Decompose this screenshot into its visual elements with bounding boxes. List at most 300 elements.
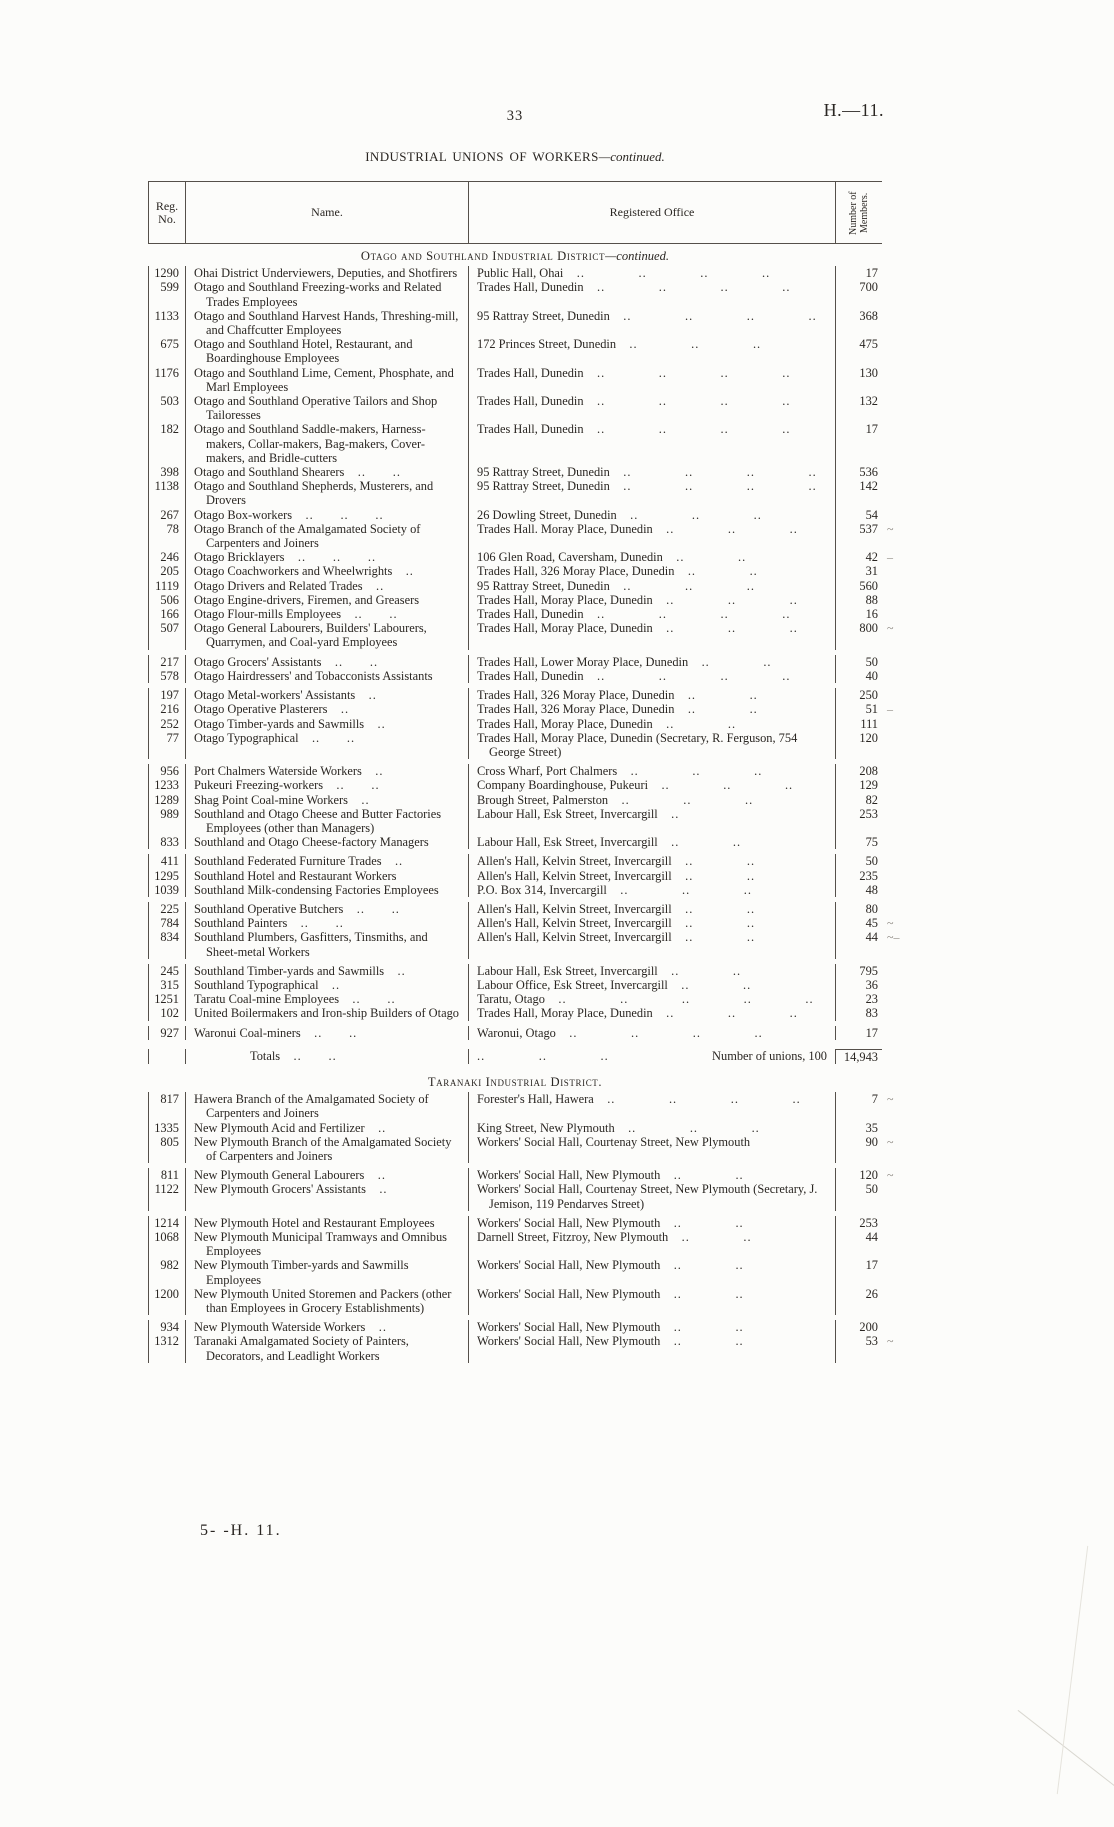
doc-reference: H.—11.: [823, 100, 884, 120]
union-name: Otago and Southland Operative Tailors and Shop Tailoresses: [186, 394, 469, 422]
reg-no: 1200: [148, 1287, 186, 1315]
registered-office: 172 Princes Street, Dunedin .. .. ..: [469, 337, 836, 365]
registered-office: 95 Rattray Street, Dunedin .. .. .. ..: [469, 479, 836, 507]
members-count: 142: [859, 479, 878, 494]
registered-office: Workers' Social Hall, New Plymouth .. ..: [469, 1168, 836, 1182]
table-row: [148, 1258, 882, 1286]
members-count: 208: [859, 764, 878, 779]
members-count: 17: [865, 422, 878, 437]
members-count: 26: [865, 1286, 878, 1301]
members-count: 700: [859, 280, 878, 295]
members-count: 795: [859, 963, 878, 978]
col-header-office: Registered Office: [469, 182, 836, 243]
leader-dots: .. ..: [343, 901, 400, 916]
union-name: Taratu Coal-mine Employees .. ..: [186, 992, 469, 1006]
leader-dots: .. ..: [671, 868, 756, 883]
table-row: [148, 508, 882, 522]
leader-dots: ..: [364, 1168, 386, 1183]
leader-dots: .. .. .. ..: [609, 465, 817, 480]
union-name: New Plymouth Timber-yards and Sawmills Employees: [186, 1258, 469, 1286]
leader-dots: .. .. .. ..: [583, 422, 791, 437]
table-row: [148, 1134, 894, 1163]
union-name: Otago General Labourers, Builders' Labourers, Quarrymen, and Coal-yard Employees: [186, 621, 469, 649]
totals-office: [469, 1049, 836, 1064]
leader-dots: .. ..: [671, 930, 756, 945]
leader-dots: .. .. ..: [616, 337, 762, 352]
reg-no: 506: [148, 593, 186, 607]
members-count: 31: [865, 564, 878, 579]
reg-no: 1214: [148, 1216, 186, 1230]
members-count: 368: [859, 308, 878, 323]
section-heading-text: Taranaki Industrial District.: [427, 1074, 603, 1089]
col-header-members-label: Number of Members.: [848, 190, 870, 235]
union-name: Otago Operative Plasterers ..: [186, 702, 469, 716]
registered-office: Trades Hall, Dunedin .. .. .. ..: [469, 280, 836, 308]
reg-no: 833: [148, 835, 186, 849]
leader-dots: .. .. ..: [608, 792, 754, 807]
leader-dots: .. .. ..: [652, 1006, 798, 1021]
reg-no: 216: [148, 702, 186, 716]
reg-no: 245: [148, 964, 186, 978]
union-name: Otago Box-workers .. .. ..: [186, 508, 469, 522]
union-name: New Plymouth Waterside Workers ..: [186, 1320, 469, 1334]
registered-office: Trades Hall, Dunedin .. .. .. ..: [469, 669, 836, 683]
margin-mark: ~: [887, 1092, 894, 1107]
page-title-suffix: —continued.: [598, 149, 665, 164]
table-row: [148, 564, 882, 578]
union-name: United Boilermakers and Iron-ship Builders of Otago: [186, 1006, 469, 1020]
table-row: [148, 717, 882, 731]
registered-office: Trades Hall, 326 Moray Place, Dunedin .. ..: [469, 702, 836, 716]
leader-dots: ..: [364, 716, 386, 731]
table-row: [148, 759, 882, 778]
leader-dots: .. ..: [688, 654, 772, 669]
totals-row: [148, 1040, 882, 1070]
page-edge-shadow: [1057, 1546, 1088, 1794]
registered-office: Labour Hall, Esk Street, Invercargill ..: [469, 807, 836, 835]
union-name: Southland Plumbers, Gasfitters, Tinsmiths, and Sheet-metal Workers: [186, 930, 469, 958]
union-name: Otago Engine-drivers, Firemen, and Greasers: [186, 593, 469, 607]
table-row: [148, 793, 882, 807]
reg-no: 989: [148, 807, 186, 835]
reg-no: 205: [148, 564, 186, 578]
table-row: [148, 579, 882, 593]
union-name: Pukeuri Freezing-workers .. ..: [186, 778, 469, 792]
leader-dots: .. ..: [341, 607, 398, 622]
table-header: [148, 181, 882, 244]
leader-dots: .. ..: [667, 977, 752, 992]
registered-office: Allen's Hall, Kelvin Street, Invercargill .. ..: [469, 902, 836, 916]
table-row: [148, 422, 882, 465]
col-header-name: Name.: [186, 182, 469, 243]
table-row: [148, 897, 882, 916]
leader-dots: ..: [355, 688, 377, 703]
margin-mark: –: [887, 550, 893, 565]
leader-dots: .. ..: [657, 963, 742, 978]
totals-office-dots: .. .. ..: [477, 1048, 609, 1063]
reg-no: 1068: [148, 1230, 186, 1258]
reg-no: 197: [148, 688, 186, 702]
registered-office: Trades Hall, Dunedin .. .. .. ..: [469, 366, 836, 394]
leader-dots: .. ..: [321, 654, 379, 669]
union-name: Otago Flour-mills Employees .. ..: [186, 607, 469, 621]
members-count: 560: [859, 578, 878, 593]
leader-dots: ..: [327, 702, 350, 717]
registered-office: Trades Hall, Moray Place, Dunedin .. .. ..: [469, 1006, 836, 1020]
registered-office: Workers' Social Hall, New Plymouth .. ..: [469, 1320, 836, 1334]
reg-no: 675: [148, 337, 186, 365]
members-count: 536: [859, 465, 878, 480]
margin-mark: –: [887, 702, 893, 717]
reg-no: 252: [148, 717, 186, 731]
registered-office: Allen's Hall, Kelvin Street, Invercargill .. ..: [469, 930, 836, 958]
table-row: [148, 1021, 882, 1040]
leader-dots: .. ..: [280, 1048, 337, 1063]
registered-office: 95 Rattray Street, Dunedin .. .. .. ..: [469, 309, 836, 337]
margin-mark: ~: [887, 1168, 894, 1183]
reg-no: 956: [148, 764, 186, 778]
table-row: [148, 1006, 882, 1020]
table-row: [148, 521, 894, 551]
registered-office: Trades Hall, Lower Moray Place, Dunedin .. ..: [469, 655, 836, 669]
reg-no: 811: [148, 1168, 186, 1182]
reg-no: 102: [148, 1006, 186, 1020]
registered-office: Workers' Social Hall, New Plymouth .. ..: [469, 1258, 836, 1286]
leader-dots: .. ..: [660, 1258, 744, 1273]
members-count: 51 –: [865, 702, 893, 717]
registered-office: 95 Rattray Street, Dunedin .. .. ..: [469, 579, 836, 593]
members-count: 7 ~: [871, 1092, 894, 1107]
union-name: Otago Timber-yards and Sawmills ..: [186, 717, 469, 731]
members-count: 130: [859, 365, 878, 380]
union-name: Southland and Otago Cheese-factory Managers: [186, 835, 469, 849]
reg-no: 182: [148, 422, 186, 465]
reg-no: 1133: [148, 309, 186, 337]
page-title-main: INDUSTRIAL UNIONS OF WORKERS: [365, 149, 599, 164]
union-name: Southland Hotel and Restaurant Workers: [186, 869, 469, 883]
reg-no: 784: [148, 916, 186, 930]
members-count: 537 ~: [859, 521, 894, 536]
table-row: [148, 394, 882, 422]
table-row: [148, 869, 882, 883]
members-count: 42 –: [865, 550, 893, 565]
members-count: 800 ~: [859, 621, 894, 636]
reg-no: 1289: [148, 793, 186, 807]
margin-mark: ~: [887, 521, 894, 536]
margin-mark: ~: [887, 621, 894, 636]
union-name: Southland Milk-condensing Factories Employees: [186, 883, 469, 897]
members-count: 48: [865, 882, 878, 897]
table-row: [148, 1163, 894, 1183]
members-count: 250: [859, 688, 878, 703]
registered-office: P.O. Box 314, Invercargill .. .. ..: [469, 883, 836, 897]
table-row: [148, 683, 882, 702]
leader-dots: .. .. .. ..: [583, 394, 791, 409]
table-row: [148, 1121, 882, 1135]
members-count: 16: [865, 607, 878, 622]
reg-no: 225: [148, 902, 186, 916]
union-name: Otago Bricklayers .. .. ..: [186, 550, 469, 564]
reg-no: 1039: [148, 883, 186, 897]
members-count: 54: [865, 507, 878, 522]
page-title: [148, 149, 882, 165]
reg-no: 982: [148, 1258, 186, 1286]
members-count: 120 ~: [859, 1168, 894, 1183]
union-name: Taranaki Amalgamated Society of Painters, Decorators, and Leadlight Workers: [186, 1334, 469, 1362]
leader-dots: ..: [365, 1320, 387, 1335]
totals-label: Totals .. ..: [186, 1049, 469, 1064]
union-name: Southland Timber-yards and Sawmills ..: [186, 964, 469, 978]
members-count: 17: [865, 1025, 878, 1040]
members-count: 129: [859, 778, 878, 793]
union-name: New Plymouth United Storemen and Packers (other than Employees in Grocery Establishments): [186, 1287, 469, 1315]
members-count: 475: [859, 337, 878, 352]
totals-members: 14,943: [836, 1049, 882, 1064]
members-count: 132: [859, 394, 878, 409]
members-count: 23: [865, 992, 878, 1007]
union-name: Otago and Southland Saddle-makers, Harness-makers, Collar-makers, Bag-makers, Cover-makers, and Bridle-cutters: [186, 422, 469, 465]
leader-dots: .. .. .. ..: [555, 1025, 763, 1040]
registered-office: Cross Wharf, Port Chalmers .. .. ..: [469, 764, 836, 778]
leader-dots: .. ..: [662, 550, 747, 565]
table-row: [148, 669, 882, 683]
reg-no: 805: [148, 1135, 186, 1163]
reg-no: 1122: [148, 1182, 186, 1210]
registered-office: Taratu, Otago .. .. .. .. ..: [469, 992, 836, 1006]
reg-no: 503: [148, 394, 186, 422]
members-count: 120: [859, 730, 878, 745]
leader-dots: .. .. .. ..: [583, 668, 791, 683]
table-row: [148, 621, 894, 650]
union-name: Otago and Southland Lime, Cement, Phosphate, and Marl Employees: [186, 366, 469, 394]
registered-office: Workers' Social Hall, Courtenay Street, New Plymouth: [469, 1135, 836, 1163]
leader-dots: ..: [657, 806, 680, 821]
printers-mark: 5- -H. 11.: [200, 1522, 282, 1539]
table-row: [148, 465, 882, 479]
table-row: [148, 1334, 894, 1363]
leader-dots: ..: [362, 578, 385, 593]
reg-no: 315: [148, 978, 186, 992]
registered-office: Workers' Social Hall, New Plymouth .. ..: [469, 1216, 836, 1230]
reg-no: 1335: [148, 1121, 186, 1135]
leader-dots: .. .. .. ..: [583, 365, 791, 380]
union-name: Otago Typographical .. ..: [186, 731, 469, 759]
members-count: 88: [865, 592, 878, 607]
table-row: [148, 1230, 882, 1258]
table-row: [148, 849, 882, 868]
leader-dots: .. .. ..: [617, 764, 763, 779]
leader-dots: .. ..: [344, 465, 401, 480]
table-row: [148, 1287, 882, 1315]
union-name: Otago Drivers and Related Trades ..: [186, 579, 469, 593]
union-name: Southland and Otago Cheese and Butter Factories Employees (other than Managers): [186, 807, 469, 835]
union-name: Otago and Southland Shepherds, Musterers, and Drovers: [186, 479, 469, 507]
table-row: [148, 1211, 882, 1230]
members-count: 83: [865, 1006, 878, 1021]
union-name: Southland Operative Butchers .. ..: [186, 902, 469, 916]
table-row: [148, 992, 882, 1006]
registered-office: Allen's Hall, Kelvin Street, Invercargill .. ..: [469, 916, 836, 930]
leader-dots: .. .. .. ..: [583, 607, 791, 622]
union-name: New Plymouth Branch of the Amalgamated Society of Carpenters and Joiners: [186, 1135, 469, 1163]
table-row: [148, 1092, 894, 1121]
registered-office: Trades Hall, Dunedin .. .. .. ..: [469, 422, 836, 465]
leader-dots: .. .. ..: [609, 578, 755, 593]
leader-dots: .. ..: [660, 1215, 744, 1230]
members-count: 40: [865, 668, 878, 683]
table-row: [148, 807, 882, 835]
leader-dots: .. ..: [674, 702, 758, 717]
leader-dots: .. ..: [674, 564, 758, 579]
table-row: [148, 702, 893, 717]
margin-mark: ~: [887, 1134, 894, 1149]
union-name: Waronui Coal-miners .. ..: [186, 1026, 469, 1040]
members-count: 17: [865, 266, 878, 281]
reg-no: 78: [148, 522, 186, 550]
leader-dots: .. .. .. ..: [609, 479, 817, 494]
registered-office: Labour Hall, Esk Street, Invercargill .. ..: [469, 835, 836, 849]
reg-no: 1251: [148, 992, 186, 1006]
leader-dots: ..: [384, 963, 406, 978]
union-name: Otago and Southland Freezing-works and Related Trades Employees: [186, 280, 469, 308]
reg-no: 507: [148, 621, 186, 649]
union-name: New Plymouth Hotel and Restaurant Employees: [186, 1216, 469, 1230]
members-count: 75: [865, 835, 878, 850]
reg-no: 246: [148, 550, 186, 564]
leader-dots: .. ..: [674, 688, 758, 703]
leader-dots: .. ..: [671, 854, 756, 869]
section-heading: [148, 1070, 882, 1092]
registered-office: Company Boardinghouse, Pukeuri .. .. ..: [469, 778, 836, 792]
registered-office: Brough Street, Palmerston .. .. ..: [469, 793, 836, 807]
leader-dots: .. ..: [339, 992, 396, 1007]
registered-office: Allen's Hall, Kelvin Street, Invercargill .. ..: [469, 869, 836, 883]
table-row: [148, 280, 882, 308]
members-count: 50: [865, 654, 878, 669]
leader-dots: .. .. ..: [652, 621, 798, 636]
leader-dots: ..: [361, 764, 384, 779]
unions-table: [148, 181, 900, 1363]
table-row: [148, 650, 882, 669]
union-name: Southland Typographical ..: [186, 978, 469, 992]
registered-office: Labour Hall, Esk Street, Invercargill .. ..: [469, 964, 836, 978]
leader-dots: ..: [348, 792, 370, 807]
table-row: [148, 1182, 882, 1210]
registered-office: Trades Hall, Moray Place, Dunedin .. .. ..: [469, 593, 836, 607]
union-name: Hawera Branch of the Amalgamated Society of Carpenters and Joiners: [186, 1092, 469, 1120]
reg-no: 217: [148, 655, 186, 669]
reg-no: 578: [148, 669, 186, 683]
union-name: Southland Painters .. ..: [186, 916, 469, 930]
reg-no: 1233: [148, 778, 186, 792]
leader-dots: .. ..: [671, 901, 756, 916]
members-count: 44: [865, 1230, 878, 1244]
totals-office-text: Number of unions, 100: [712, 1048, 827, 1063]
leader-dots: .. ..: [668, 1230, 752, 1244]
reg-no: 398: [148, 465, 186, 479]
registered-office: 106 Glen Road, Caversham, Dunedin .. ..: [469, 550, 836, 564]
col-header-reg-no: Reg. No.: [148, 182, 186, 243]
members-count: 90 ~: [865, 1134, 894, 1149]
registered-office: Workers' Social Hall, New Plymouth .. ..: [469, 1287, 836, 1315]
table-row: [148, 978, 882, 992]
reg-no: 267: [148, 508, 186, 522]
registered-office: Workers' Social Hall, Courtenay Street, New Plymouth (Secretary, J. Jemison, 119 Pendarves Street): [469, 1182, 836, 1210]
leader-dots: .. ..: [652, 716, 737, 731]
union-name: Ohai District Underviewers, Deputies, and Shotfirers: [186, 266, 469, 280]
union-name: Otago Coachworkers and Wheelwrights ..: [186, 564, 469, 578]
leader-dots: .. ..: [660, 1334, 744, 1349]
registered-office: 95 Rattray Street, Dunedin .. .. .. ..: [469, 465, 836, 479]
leader-dots: .. ..: [660, 1286, 744, 1301]
table-row: [148, 883, 882, 897]
leader-dots: ..: [318, 977, 341, 992]
reg-no: 934: [148, 1320, 186, 1334]
registered-office: Trades Hall, Dunedin .. .. .. ..: [469, 607, 836, 621]
reg-no: 927: [148, 1026, 186, 1040]
page-number: 33: [506, 108, 524, 124]
members-count: 45 ~: [865, 916, 894, 931]
leader-dots: .. ..: [671, 916, 756, 931]
registered-office: Waronui, Otago .. .. .. ..: [469, 1026, 836, 1040]
registered-office: Trades Hall, Dunedin .. .. .. ..: [469, 394, 836, 422]
section-heading-text: Otago and Southland Industrial District: [360, 249, 606, 263]
table-row: [148, 366, 882, 394]
table-row: [148, 916, 894, 931]
reg-no: 1176: [148, 366, 186, 394]
union-name: Otago and Southland Shearers .. ..: [186, 465, 469, 479]
leader-dots: .. .. ..: [648, 778, 794, 793]
reg-no: 1295: [148, 869, 186, 883]
leader-dots: .. ..: [660, 1320, 744, 1335]
table-row: [148, 593, 882, 607]
union-name: New Plymouth Grocers' Assistants ..: [186, 1182, 469, 1210]
members-count: 53 ~: [865, 1334, 894, 1349]
table-row: [148, 835, 882, 849]
table-row: [148, 959, 882, 978]
col-header-members: [836, 182, 882, 243]
leader-dots: .. .. ..: [652, 592, 798, 607]
table-row: [148, 266, 882, 280]
members-count: 200: [859, 1320, 878, 1335]
members-count: 36: [865, 977, 878, 992]
leader-dots: .. .. .. ..: [563, 266, 771, 281]
leader-dots: ..: [392, 564, 414, 579]
table-row: [148, 1315, 882, 1334]
reg-no: 1138: [148, 479, 186, 507]
leader-dots: ..: [365, 1182, 388, 1197]
registered-office: Labour Office, Esk Street, Invercargill .. ..: [469, 978, 836, 992]
union-name: New Plymouth Municipal Tramways and Omnibus Employees: [186, 1230, 469, 1258]
union-name: Otago Branch of the Amalgamated Society of Carpenters and Joiners: [186, 522, 469, 550]
registered-office: Allen's Hall, Kelvin Street, Invercargill .. ..: [469, 854, 836, 868]
table-row: [148, 479, 882, 507]
registered-office: Darnell Street, Fitzroy, New Plymouth .. ..: [469, 1230, 836, 1258]
table-row: [148, 930, 900, 959]
leader-dots: .. .. ..: [652, 521, 798, 536]
members-count: 82: [865, 792, 878, 807]
margin-mark: ~: [887, 1334, 894, 1349]
members-count: 35: [865, 1120, 878, 1135]
leader-dots: .. .. .. ..: [593, 1092, 801, 1107]
registered-office: Trades Hall, Moray Place, Dunedin (Secretary, R. Ferguson, 754 George Street): [469, 731, 836, 759]
leader-dots: .. ..: [287, 916, 344, 931]
members-count: 111: [860, 716, 878, 731]
members-count: 253: [859, 806, 878, 821]
leader-dots: .. .. .. .. ..: [544, 992, 814, 1007]
reg-no: 817: [148, 1092, 186, 1120]
leader-dots: .. .. ..: [606, 882, 752, 897]
